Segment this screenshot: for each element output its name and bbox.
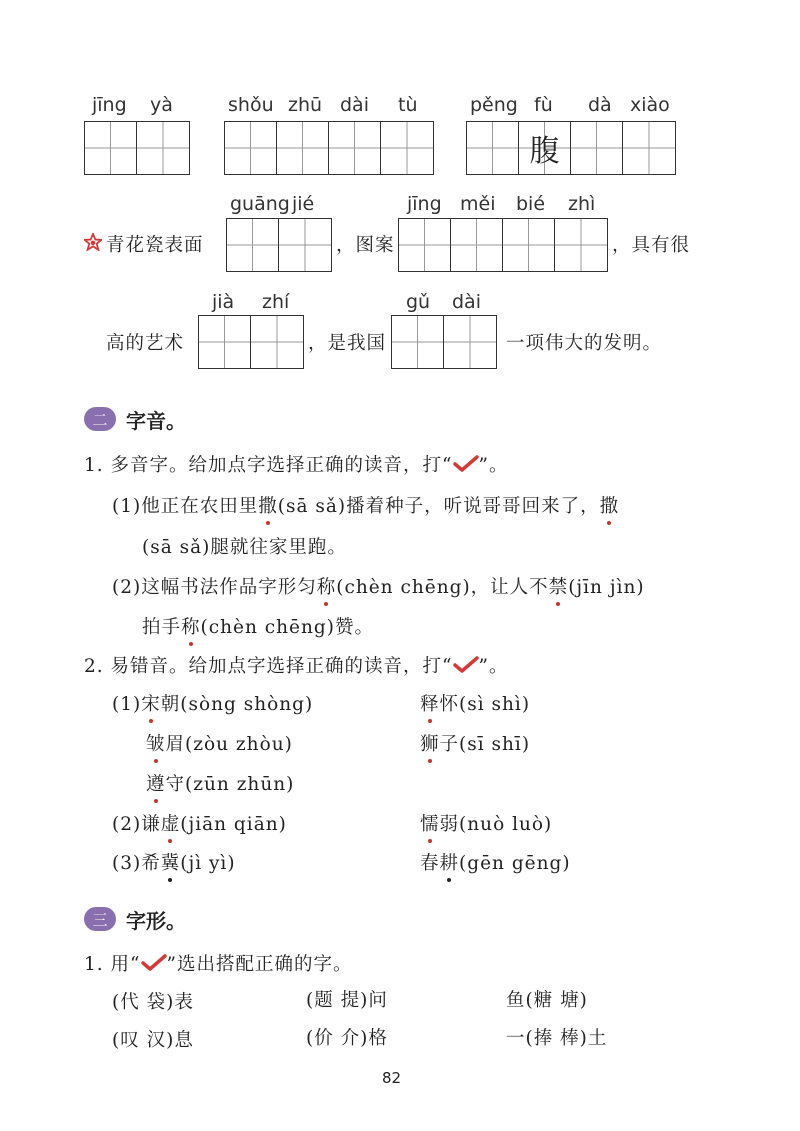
pinyin: xiào [630, 94, 670, 116]
choice-item[interactable]: (题 提)问 [306, 990, 388, 1011]
grid-cell[interactable] [225, 122, 277, 174]
dotted-char: 遵 [146, 770, 166, 796]
question-item: (1)他正在农田里撒(sā sǎ)播着种子，听说哥哥回来了，撒 [112, 492, 619, 518]
grid-cell[interactable] [451, 219, 503, 271]
word-item: 懦弱(nuò luò) [420, 810, 552, 836]
pinyin: dà [588, 94, 612, 116]
dotted-char: 称 [317, 573, 337, 599]
grid-cell[interactable] [85, 122, 137, 174]
pinyin: jià [212, 291, 235, 313]
pinyin: gǔ [406, 291, 431, 313]
sentence-text: 青花瓷表面 [106, 235, 204, 256]
word-item: (2)谦虚(jiān qiān) [112, 810, 287, 836]
section-badge: 三 [84, 907, 116, 931]
grid-cell[interactable] [137, 122, 189, 174]
word-item: (3)希冀(jì yì) [112, 849, 236, 875]
dotted-char: 狮 [420, 730, 440, 756]
writing-grid[interactable] [198, 315, 304, 369]
sentence-text: ，是我国 [308, 333, 387, 354]
grid-cell[interactable] [199, 316, 251, 368]
grid-cell[interactable] [555, 219, 607, 271]
grid-cell[interactable] [279, 219, 331, 271]
pinyin: jīng [92, 94, 127, 116]
pinyin: zhì [568, 193, 596, 215]
pinyin: fù [534, 94, 553, 116]
pinyin: tù [398, 94, 418, 116]
word-item: 狮子(sī shī) [420, 730, 530, 756]
question-line: 1. 多音字。给加点字选择正确的读音，打“ ”。 [84, 455, 509, 476]
star-icon [84, 233, 102, 251]
word-item: 春耕(gēn gēng) [420, 849, 571, 875]
writing-grid[interactable] [84, 121, 190, 175]
choice-item[interactable]: 鱼(糖 塘) [506, 990, 588, 1011]
pinyin: zhū [288, 94, 323, 116]
grid-cell[interactable] [381, 122, 433, 174]
pinyin: zhí [262, 291, 290, 313]
word-item: 皱眉(zòu zhòu) [146, 730, 293, 756]
dotted-char: 撒 [600, 492, 620, 518]
word-item: (1)宋朝(sòng shòng) [112, 690, 313, 716]
grid-cell[interactable] [467, 122, 519, 174]
grid-cell[interactable] [399, 219, 451, 271]
dotted-char: 释 [420, 690, 440, 716]
sentence-text: ，具有很 [612, 235, 691, 256]
section-title: 字形。 [126, 909, 186, 933]
grid-cell[interactable] [277, 122, 329, 174]
pinyin: bié [516, 193, 546, 215]
section-title: 字音。 [126, 409, 186, 433]
check-mark-icon [141, 954, 167, 975]
dotted-char: 称 [181, 613, 201, 639]
grid-cell [519, 122, 571, 174]
pinyin: měi [460, 193, 496, 215]
grid-cell[interactable] [329, 122, 381, 174]
choice-item[interactable]: 一(捧 棒)土 [506, 1028, 608, 1049]
question-item: (2)这幅书法作品字形匀称(chèn chēng)，让人不禁(jīn jìn) [112, 573, 645, 599]
grid-cell[interactable] [392, 316, 444, 368]
prefilled-char: 腹 [529, 134, 560, 169]
pinyin: jié [292, 193, 315, 215]
writing-grid[interactable] [391, 315, 497, 369]
pinyin: dài [452, 291, 481, 313]
question-line: 1. 用“ ”选出搭配正确的字。 [84, 954, 353, 975]
pinyin: yà [150, 94, 173, 116]
writing-grid[interactable] [224, 121, 434, 175]
choice-item[interactable]: (代 袋)表 [112, 992, 194, 1013]
word-item: 释怀(sì shì) [420, 690, 530, 716]
word-item: 遵守(zūn zhūn) [146, 770, 294, 796]
dotted-char: 撒 [258, 492, 278, 518]
dotted-char: 耕 [440, 849, 460, 875]
choice-item[interactable]: (价 介)格 [306, 1028, 388, 1049]
pinyin: dài [340, 94, 369, 116]
sentence-text: ，图案 [336, 235, 395, 256]
grid-cell[interactable] [623, 122, 675, 174]
writing-grid[interactable] [226, 218, 332, 272]
pinyin: pěng [470, 94, 518, 116]
pinyin: jīng [407, 193, 442, 215]
grid-cell[interactable] [227, 219, 279, 271]
writing-grid[interactable] [398, 218, 608, 272]
pinyin: shǒu [228, 94, 274, 116]
section-badge: 二 [84, 407, 116, 431]
grid-cell[interactable] [251, 316, 303, 368]
dotted-char: 懦 [420, 810, 440, 836]
dotted-char: 虚 [161, 810, 181, 836]
writing-grid[interactable] [466, 121, 676, 175]
check-mark-icon [453, 455, 479, 476]
check-mark-icon [453, 656, 479, 677]
pinyin: guāng [230, 193, 290, 215]
sentence-text: 高的艺术 [106, 333, 185, 354]
question-item: (sā sǎ)腿就往家里跑。 [142, 537, 347, 558]
question-line: 2. 易错音。给加点字选择正确的读音，打“ ”。 [84, 656, 509, 677]
dotted-char: 宋 [141, 690, 161, 716]
dotted-char: 禁 [549, 573, 569, 599]
question-item: 拍手称(chèn chēng)赞。 [142, 613, 374, 639]
choice-item[interactable]: (叹 汉)息 [112, 1030, 194, 1051]
dotted-char: 皱 [146, 730, 166, 756]
page-number: 82 [382, 1069, 402, 1087]
grid-cell[interactable] [571, 122, 623, 174]
grid-cell[interactable] [503, 219, 555, 271]
sentence-text: 一项伟大的发明。 [506, 333, 663, 354]
dotted-char: 冀 [161, 849, 181, 875]
grid-cell[interactable] [444, 316, 496, 368]
